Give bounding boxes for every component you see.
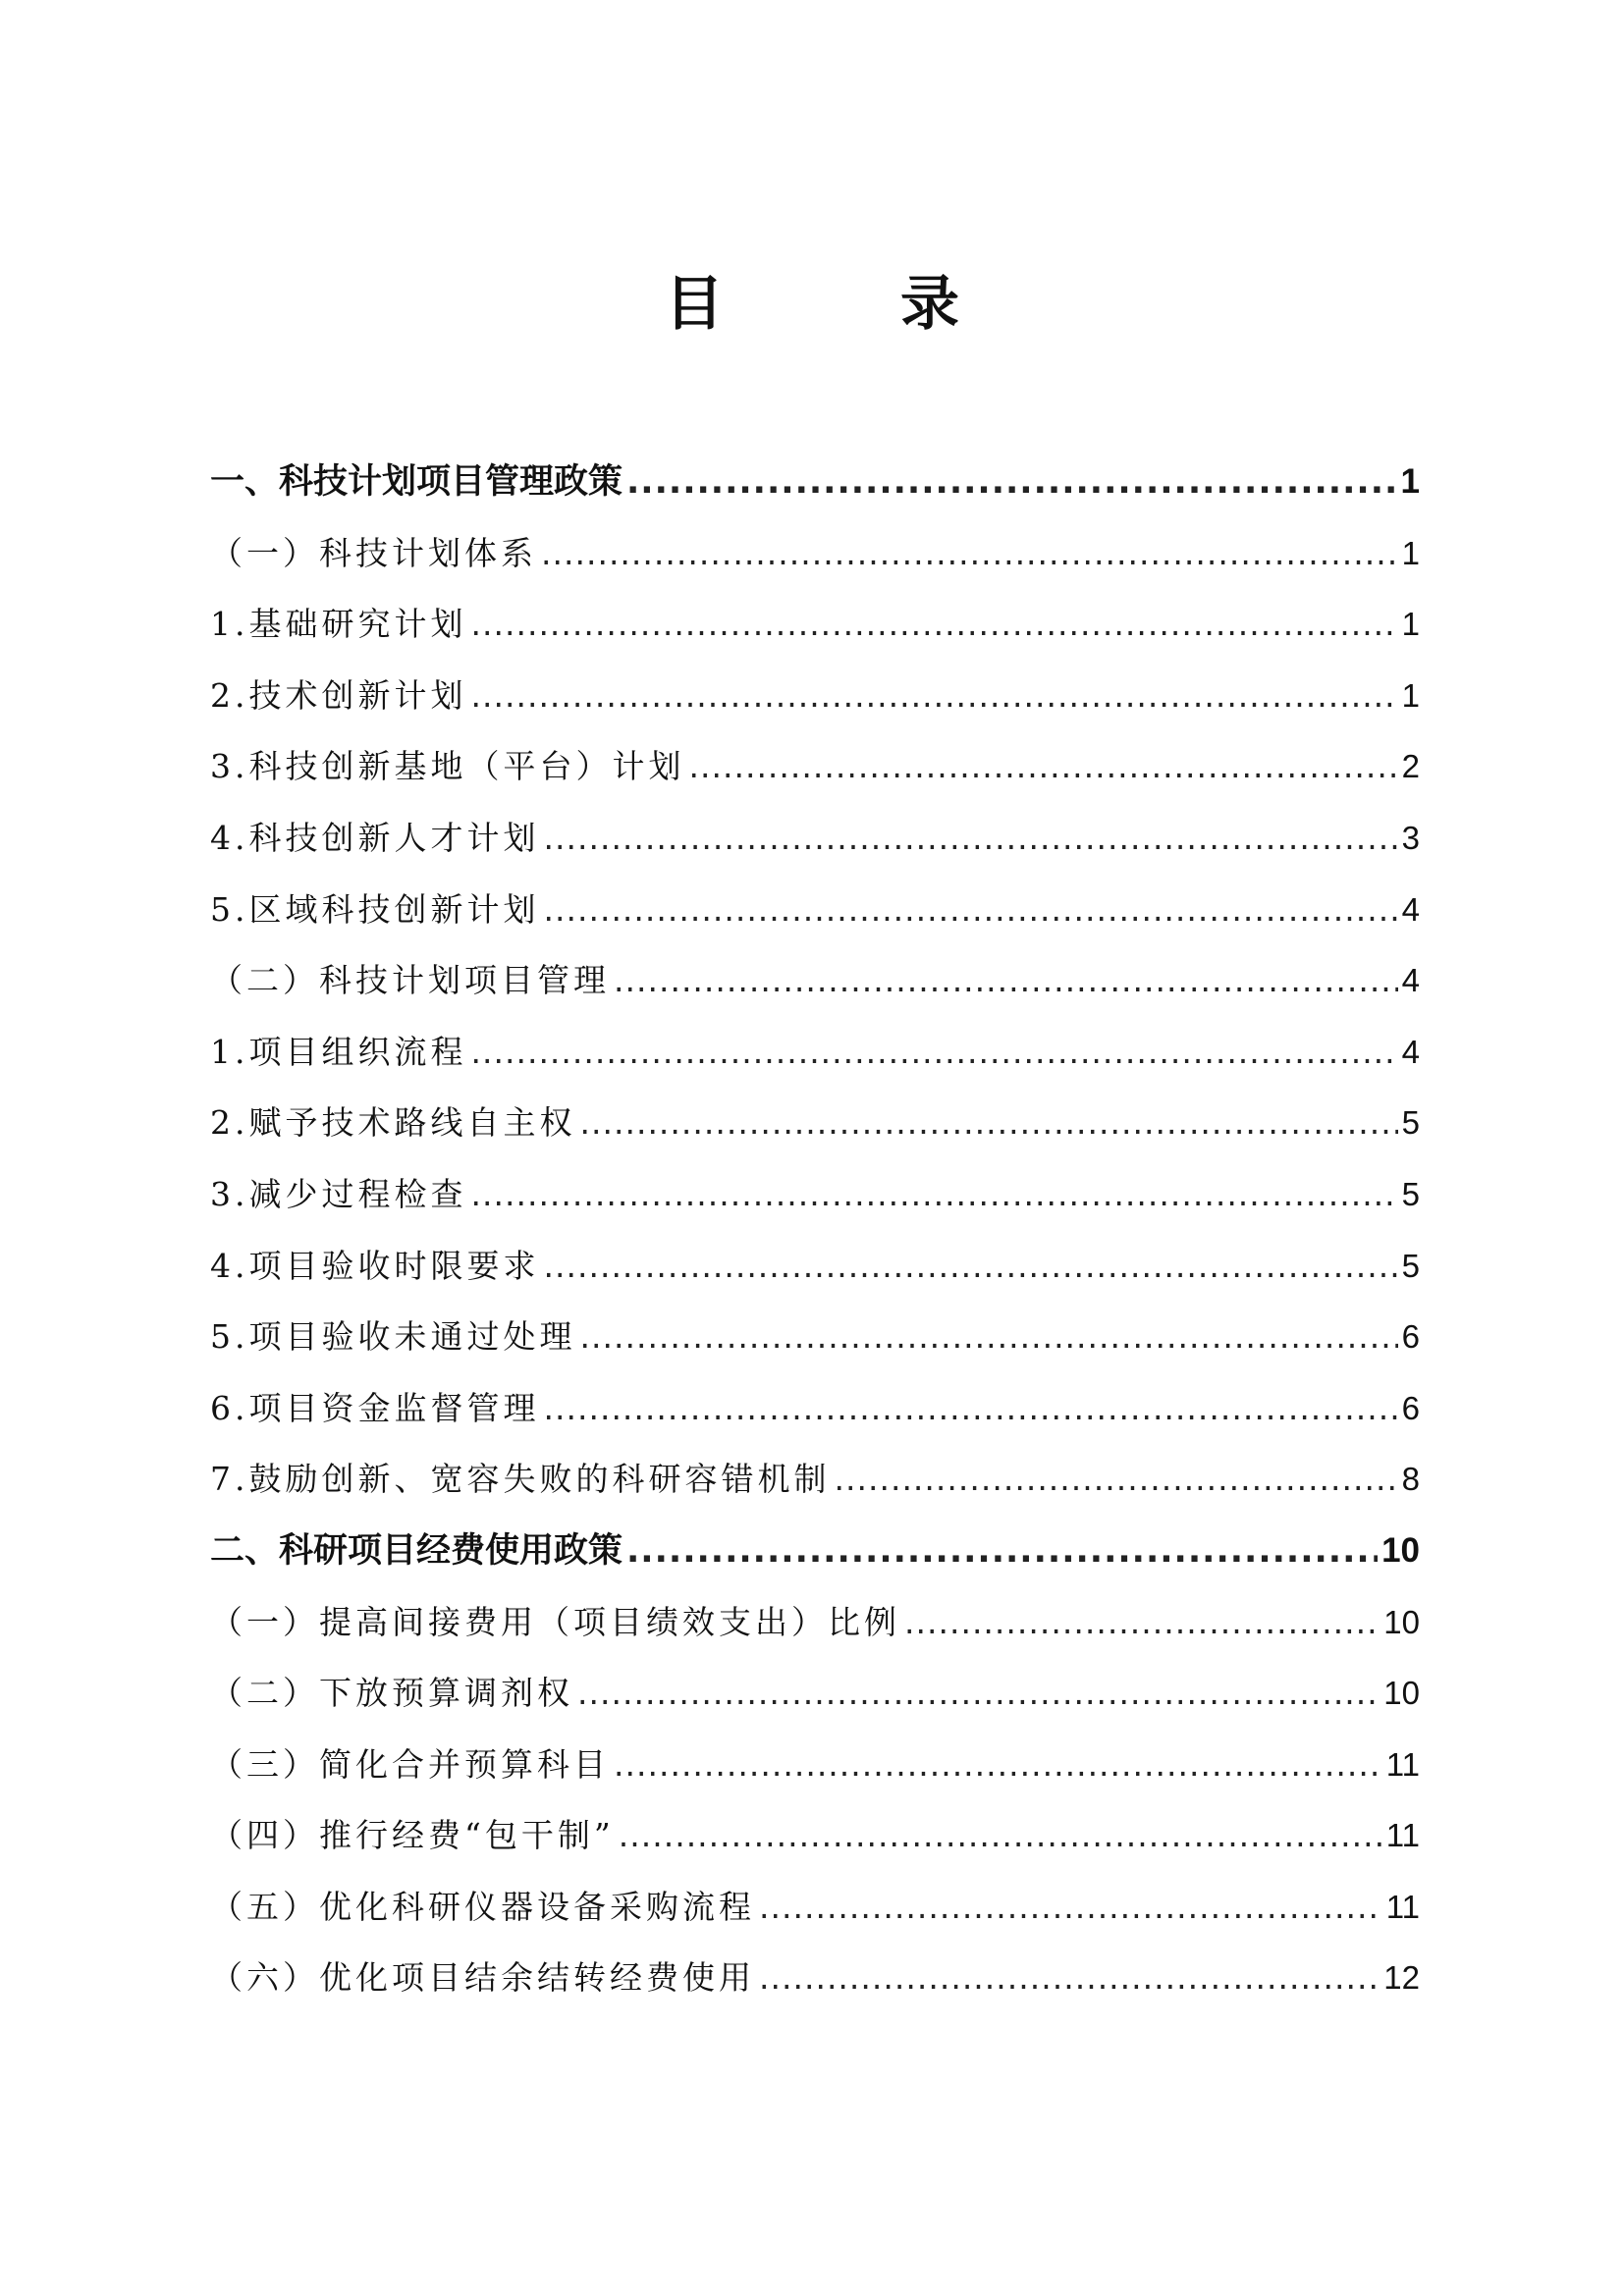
toc-entry-label: （六）优化项目结余结转经费使用	[210, 1958, 755, 1998]
toc-leader-dots	[689, 731, 1398, 803]
toc-entry-page-number: 5	[1401, 1175, 1420, 1212]
toc-entry-page-number: 11	[1385, 1817, 1420, 1854]
toc-leader-dots	[619, 1800, 1382, 1872]
toc-leader-dots	[544, 1373, 1398, 1445]
toc-entry[interactable]	[210, 1730, 1420, 1801]
toc-entry-page-number: 10	[1381, 1530, 1420, 1570]
toc-leader-dots	[471, 1017, 1398, 1089]
toc-entry-label: （二）科技计划项目管理	[210, 961, 610, 1000]
toc-title: 目 录	[665, 270, 1018, 339]
toc-entry-label: 5.区域科技创新计划	[210, 889, 540, 929]
toc-entry[interactable]	[210, 1800, 1420, 1872]
toc-entry[interactable]	[210, 1373, 1420, 1445]
toc-leader-dots	[577, 1658, 1380, 1730]
toc-entry[interactable]	[210, 945, 1420, 1017]
toc-entry[interactable]	[210, 1587, 1420, 1659]
toc-entry-label: （五）优化科研仪器设备采购流程	[210, 1887, 755, 1926]
toc-entry[interactable]	[210, 1302, 1420, 1373]
toc-entry-label: 1.项目组织流程	[210, 1032, 467, 1071]
toc-entry-label: 7.鼓励创新、宽容失败的科研容错机制	[210, 1460, 831, 1499]
toc-entry-label: 二、科研项目经费使用政策	[210, 1530, 623, 1571]
toc-entry[interactable]	[210, 1159, 1420, 1231]
toc-leader-dots	[580, 1088, 1398, 1159]
toc-entry-page-number: 4	[1401, 1033, 1420, 1070]
toc-entry-label: （四）推行经费“包干制”	[210, 1816, 615, 1855]
toc-entry-page-number: 4	[1401, 962, 1420, 999]
toc-entry-page-number: 1	[1401, 534, 1420, 571]
toc-leader-dots	[580, 1302, 1398, 1373]
toc-entry[interactable]	[210, 589, 1420, 661]
toc-entry-page-number: 12	[1383, 1959, 1420, 1997]
toc-entry[interactable]	[210, 1658, 1420, 1730]
toc-entry[interactable]	[210, 447, 1420, 518]
toc-entry[interactable]	[210, 731, 1420, 803]
toc-entry-label: 6.项目资金监督管理	[210, 1388, 540, 1427]
toc-leader-dots	[544, 803, 1398, 875]
toc-entry-label: 一、科技计划项目管理政策	[210, 462, 623, 502]
toc-entry-label: 5.项目验收未通过处理	[210, 1317, 576, 1357]
toc-leader-dots	[835, 1444, 1398, 1516]
toc-leader-dots	[541, 518, 1398, 590]
table-of-contents	[210, 447, 1420, 2014]
toc-entry-label: （二）下放预算调剂权	[210, 1674, 573, 1713]
toc-entry-page-number: 6	[1401, 1318, 1420, 1356]
toc-entry[interactable]	[210, 1943, 1420, 2014]
toc-entry-label: 3.科技创新基地（平台）计划	[210, 747, 685, 786]
toc-entry-page-number: 3	[1401, 819, 1420, 856]
toc-entry-page-number: 1	[1401, 676, 1420, 714]
toc-leader-dots	[759, 1943, 1380, 2014]
toc-entry-page-number: 8	[1401, 1461, 1420, 1498]
toc-entry-label: 3.减少过程检查	[210, 1174, 467, 1213]
toc-entry[interactable]	[210, 661, 1420, 732]
toc-entry-label: （一）提高间接费用（项目绩效支出）比例	[210, 1602, 900, 1641]
toc-leader-dots	[626, 1516, 1378, 1587]
toc-entry-page-number: 10	[1383, 1675, 1420, 1712]
toc-leader-dots	[614, 945, 1398, 1017]
toc-entry[interactable]	[210, 1017, 1420, 1089]
toc-entry-label: 1.基础研究计划	[210, 605, 467, 644]
toc-leader-dots	[471, 661, 1398, 732]
toc-entry-label: 4.项目验收时限要求	[210, 1246, 540, 1285]
toc-entry[interactable]	[210, 1516, 1420, 1587]
toc-leader-dots	[626, 447, 1397, 518]
toc-entry-page-number: 2	[1401, 748, 1420, 785]
toc-leader-dots	[471, 589, 1398, 661]
toc-entry[interactable]	[210, 1231, 1420, 1303]
toc-entry-page-number: 10	[1383, 1603, 1420, 1640]
toc-entry[interactable]	[210, 1872, 1420, 1944]
toc-entry-label: 2.赋予技术路线自主权	[210, 1103, 576, 1143]
toc-entry[interactable]	[210, 875, 1420, 946]
toc-entry-page-number: 1	[1400, 462, 1420, 501]
toc-entry-label: 2.技术创新计划	[210, 675, 467, 715]
toc-entry-label: （三）简化合并预算科目	[210, 1744, 610, 1784]
toc-entry[interactable]	[210, 1444, 1420, 1516]
toc-leader-dots	[471, 1159, 1398, 1231]
toc-entry-page-number: 5	[1401, 1247, 1420, 1284]
toc-entry-page-number: 1	[1401, 606, 1420, 643]
toc-entry-page-number: 11	[1385, 1888, 1420, 1925]
toc-entry-page-number: 4	[1401, 890, 1420, 928]
toc-entry[interactable]	[210, 518, 1420, 590]
toc-entry[interactable]	[210, 803, 1420, 875]
toc-entry-page-number: 11	[1385, 1745, 1420, 1783]
toc-leader-dots	[614, 1730, 1382, 1801]
toc-leader-dots	[759, 1872, 1382, 1944]
toc-entry-label: 4.科技创新人才计划	[210, 818, 540, 857]
toc-entry[interactable]	[210, 1088, 1420, 1159]
toc-entry-page-number: 6	[1401, 1389, 1420, 1426]
toc-leader-dots	[904, 1587, 1380, 1659]
toc-entry-label: （一）科技计划体系	[210, 533, 537, 572]
toc-leader-dots	[544, 1231, 1398, 1303]
toc-leader-dots	[544, 875, 1398, 946]
toc-entry-page-number: 5	[1401, 1104, 1420, 1142]
